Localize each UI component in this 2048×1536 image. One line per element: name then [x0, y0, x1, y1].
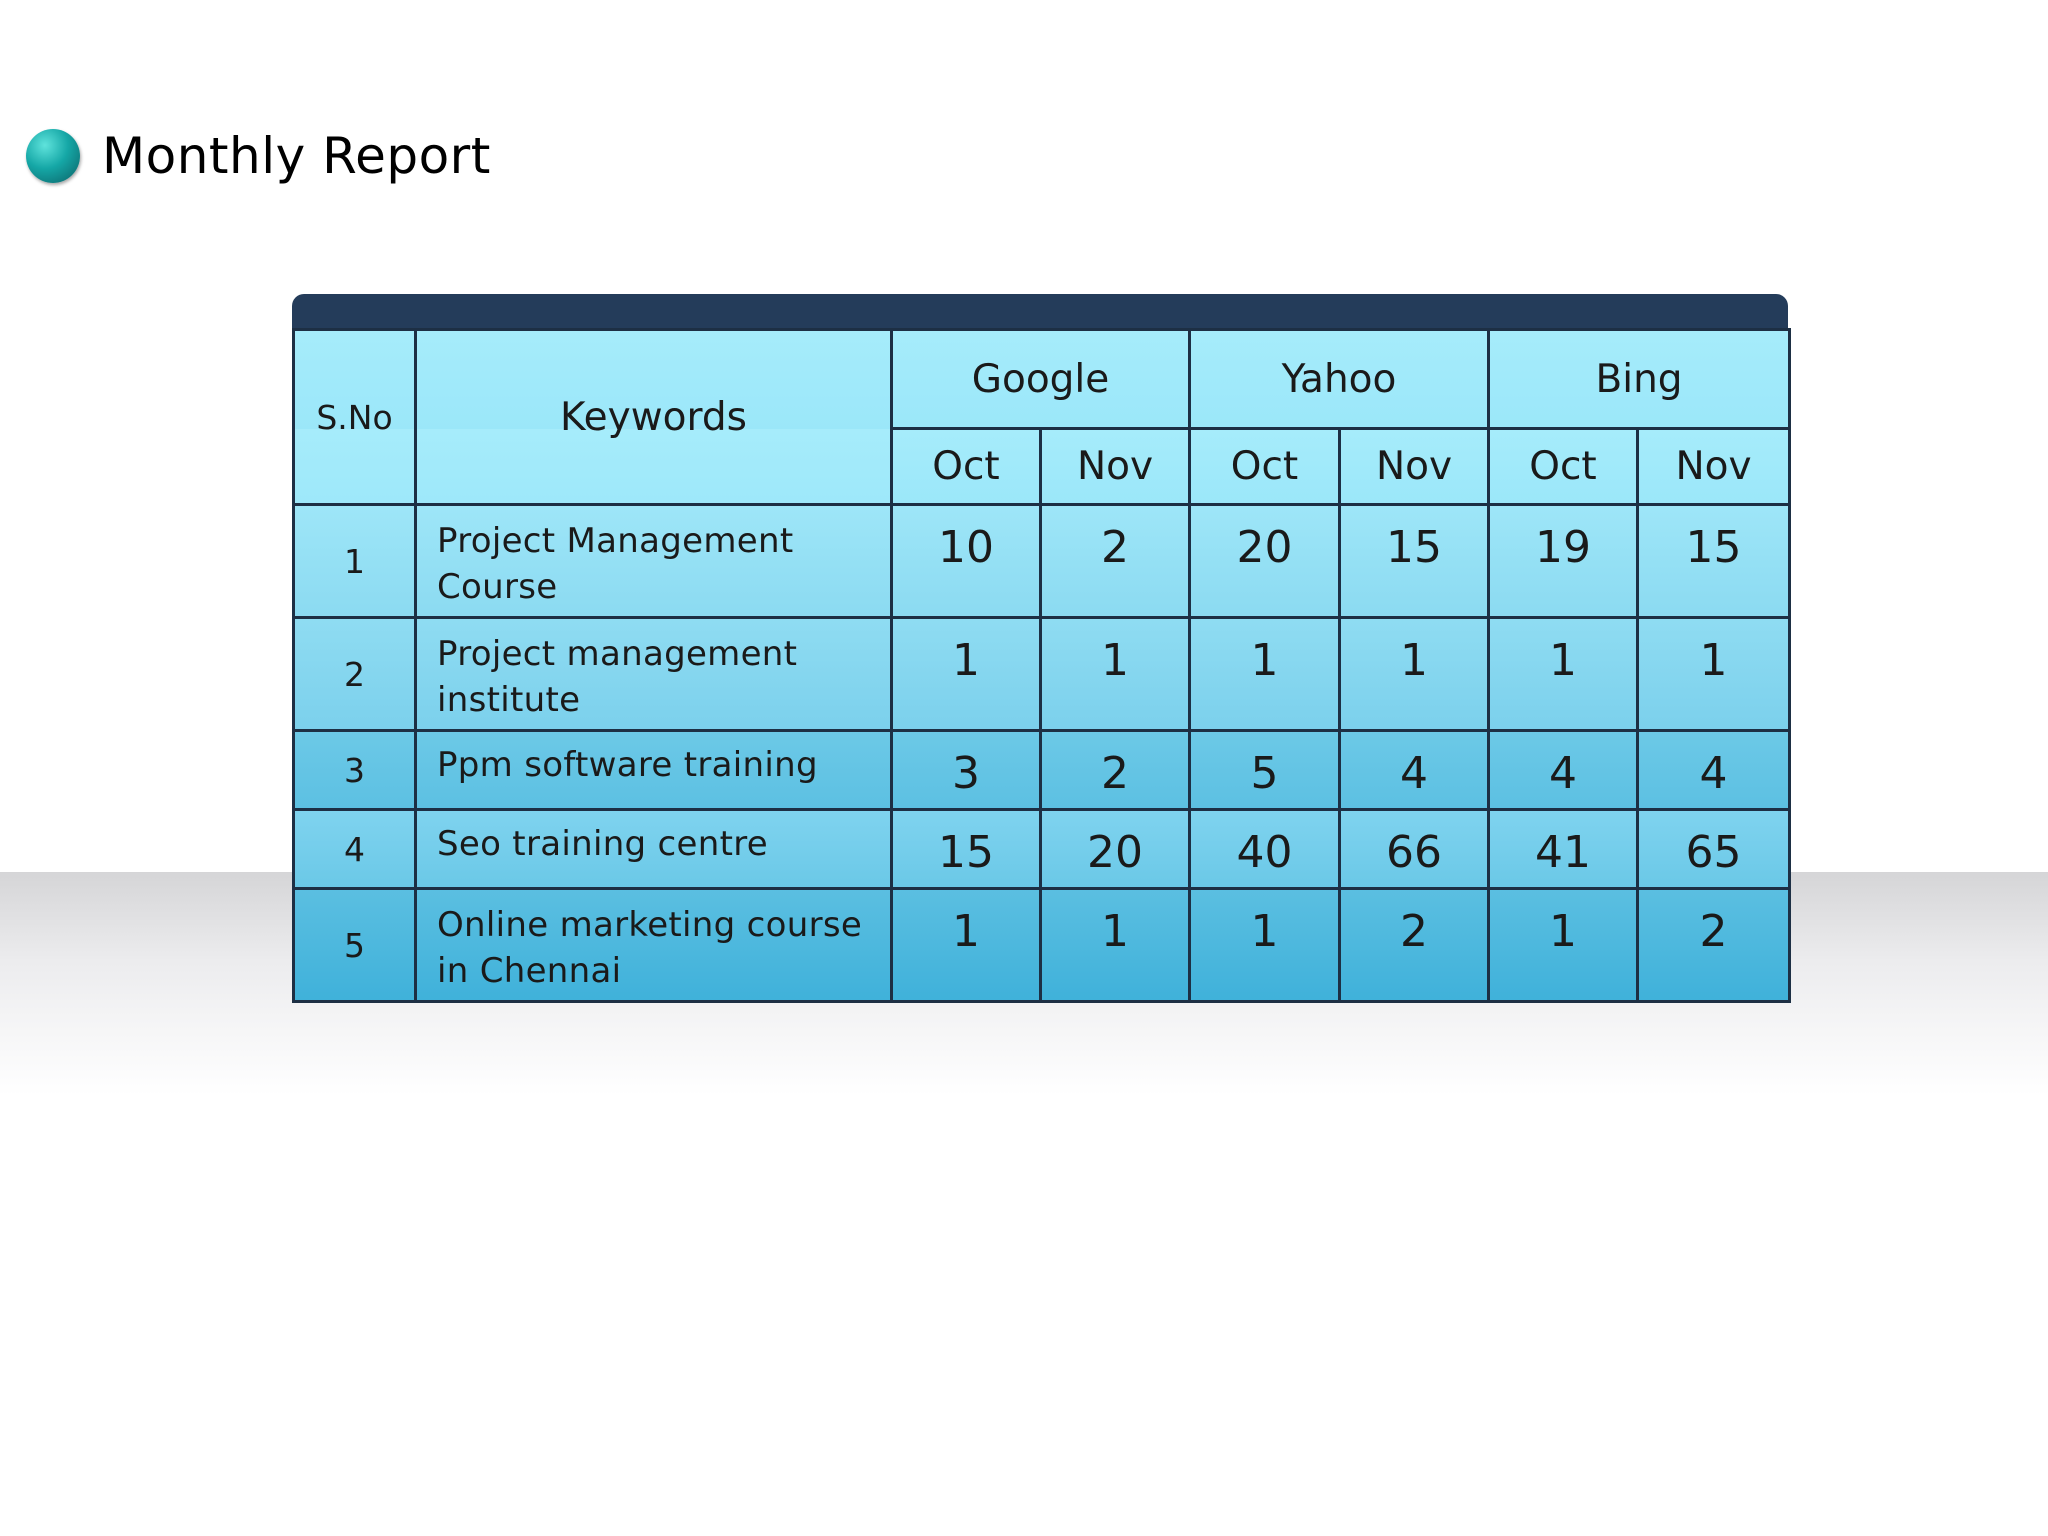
header-month: Nov	[1340, 429, 1489, 505]
row-sno: 2	[294, 618, 416, 731]
row-keyword: Project Management Course	[416, 505, 892, 618]
row-value: 10	[892, 505, 1041, 618]
row-value: 20	[1041, 810, 1190, 889]
row-value: 3	[892, 731, 1041, 810]
row-value: 1	[1190, 618, 1340, 731]
table-row	[294, 889, 1790, 1002]
row-value: 2	[1340, 889, 1489, 1002]
row-sno: 3	[294, 731, 416, 810]
row-value: 1	[1340, 618, 1489, 731]
row-keyword: Ppm software training	[416, 731, 892, 810]
header-month: Oct	[1489, 429, 1638, 505]
header-month: Nov	[1638, 429, 1790, 505]
table-row	[294, 810, 1790, 889]
table-row	[294, 731, 1790, 810]
row-value: 41	[1489, 810, 1638, 889]
row-value: 20	[1190, 505, 1340, 618]
row-sno: 4	[294, 810, 416, 889]
row-value: 4	[1489, 731, 1638, 810]
row-value: 1	[1489, 618, 1638, 731]
row-value: 1	[892, 889, 1041, 1002]
row-value: 1	[1489, 889, 1638, 1002]
row-value: 4	[1638, 731, 1790, 810]
header-row-engines	[294, 330, 1790, 429]
row-value: 66	[1340, 810, 1489, 889]
table-header-bar	[292, 294, 1788, 328]
row-value: 2	[1041, 505, 1190, 618]
header-sno: S.No	[294, 330, 416, 505]
header-engine-bing: Bing	[1489, 330, 1790, 429]
sphere-bullet-icon	[26, 129, 80, 183]
row-value: 1	[1041, 618, 1190, 731]
row-value: 1	[1190, 889, 1340, 1002]
row-value: 15	[1340, 505, 1489, 618]
header-month: Oct	[1190, 429, 1340, 505]
row-value: 1	[1638, 618, 1790, 731]
slide-title-row	[26, 118, 491, 194]
row-value: 40	[1190, 810, 1340, 889]
row-value: 5	[1190, 731, 1340, 810]
header-month: Oct	[892, 429, 1041, 505]
row-value: 65	[1638, 810, 1790, 889]
slide-title: Monthly Report	[102, 127, 491, 185]
row-value: 15	[892, 810, 1041, 889]
table-row	[294, 618, 1790, 731]
row-keyword: Project management institute	[416, 618, 892, 731]
monthly-report-table	[292, 328, 1791, 1003]
row-keyword: Seo training centre	[416, 810, 892, 889]
row-value: 15	[1638, 505, 1790, 618]
table-row	[294, 505, 1790, 618]
row-value: 2	[1638, 889, 1790, 1002]
row-sno: 1	[294, 505, 416, 618]
row-sno: 5	[294, 889, 416, 1002]
row-value: 1	[1041, 889, 1190, 1002]
row-value: 19	[1489, 505, 1638, 618]
header-engine-google: Google	[892, 330, 1190, 429]
row-value: 4	[1340, 731, 1489, 810]
row-keyword: Online marketing course in Chennai	[416, 889, 892, 1002]
header-month: Nov	[1041, 429, 1190, 505]
report-table-container	[292, 294, 1788, 1003]
header-keywords: Keywords	[416, 330, 892, 505]
row-value: 1	[892, 618, 1041, 731]
row-value: 2	[1041, 731, 1190, 810]
header-engine-yahoo: Yahoo	[1190, 330, 1489, 429]
